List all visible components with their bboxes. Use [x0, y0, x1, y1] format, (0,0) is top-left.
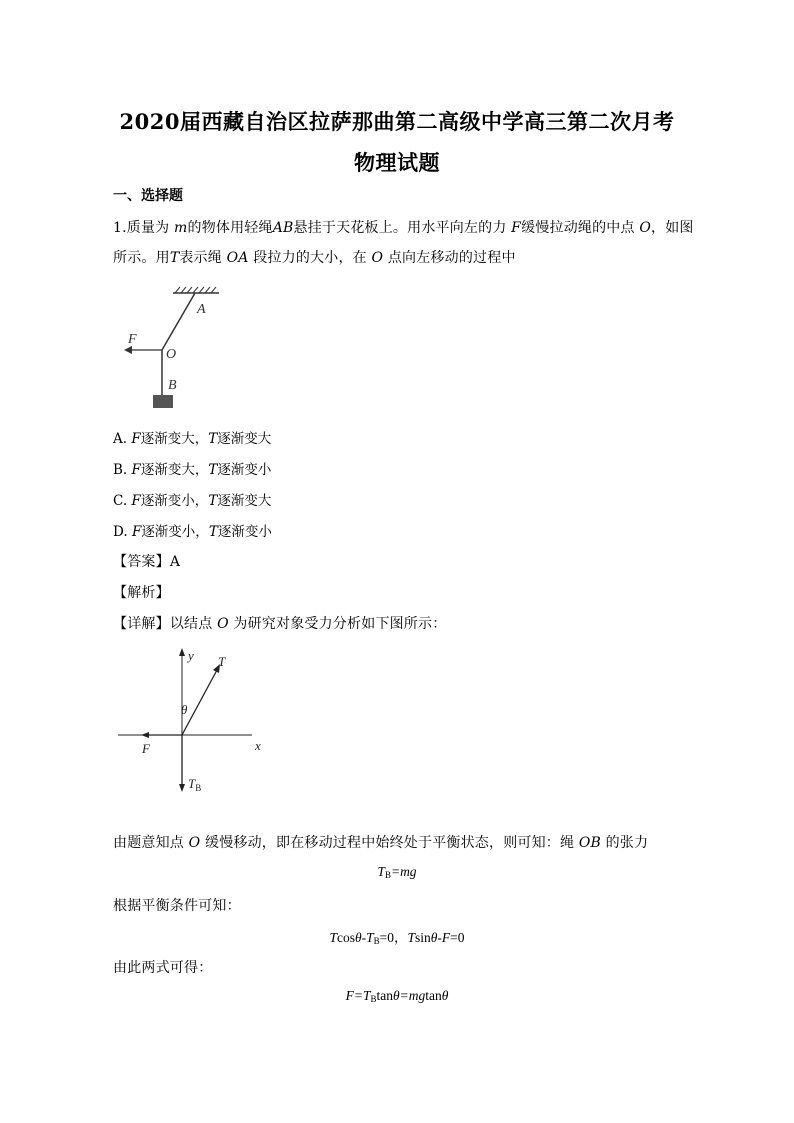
force-f-vector-arrowhead	[141, 732, 149, 738]
label-t: T	[218, 654, 226, 669]
equation-2: Tcosθ-$T_B=0$，Tsinθ-F=0	[329, 930, 465, 946]
paragraph-1: 由题意知点 O 缓慢移动，即在移动过程中始终处于平衡状态，则可知：绳 OB 的张力	[113, 835, 649, 851]
section-heading: 一、选择题	[113, 188, 183, 204]
mass-block	[153, 395, 173, 408]
title-line-1: 2020届西藏自治区拉萨那曲第二高级中学高三第二次月考	[119, 109, 675, 134]
y-axis-arrowhead	[179, 648, 185, 656]
label-f2: F	[142, 741, 150, 756]
paragraph-3: 由此两式可得：	[113, 960, 213, 976]
tension-tb-arrowhead	[179, 784, 185, 792]
option-d: D. F逐渐变小，T逐渐变小	[113, 524, 272, 540]
option-b: B. F逐渐变大，T逐渐变小	[113, 462, 272, 478]
label-y: y	[188, 648, 194, 663]
label-b: B	[168, 378, 177, 393]
title-line-2: 物理试题	[354, 150, 440, 175]
option-c: C. F逐渐变小，T逐渐变大	[113, 493, 272, 509]
force-f-arrowhead	[124, 346, 132, 354]
paragraph-2: 根据平衡条件可知：	[113, 898, 241, 914]
equation-1: $T_B=mg$	[377, 864, 417, 880]
label-a: A	[197, 302, 206, 317]
rope-oa	[162, 293, 195, 350]
rope-figure	[115, 285, 230, 415]
equation-3: $F=T_B\tan\theta=mgtan\theta$	[345, 988, 449, 1004]
analysis-label: 【解析】	[113, 585, 170, 601]
label-theta: θ	[181, 702, 188, 717]
label-o: O	[166, 347, 177, 362]
ceiling-hatch	[175, 287, 216, 293]
question-line-2: 所示。用T表示绳 OA 段拉力的大小，在 O 点向左移动的过程中	[113, 250, 516, 266]
option-a: A. F逐渐变大，T逐渐变大	[113, 431, 272, 447]
label-tb: $T_B$	[188, 776, 202, 793]
force-diagram	[112, 640, 277, 815]
label-x: x	[255, 738, 261, 753]
question-line-1: 1.质量为 m的物体用轻绳AB悬挂于天花板上。用水平向左的力 F缓慢拉动绳的中点 O，如图	[113, 220, 694, 236]
detail-line: 【详解】以结点 O 为研究对象受力分析如下图所示：	[113, 616, 447, 632]
label-f: F	[128, 332, 137, 347]
answer-line: 【答案】A	[113, 554, 181, 570]
